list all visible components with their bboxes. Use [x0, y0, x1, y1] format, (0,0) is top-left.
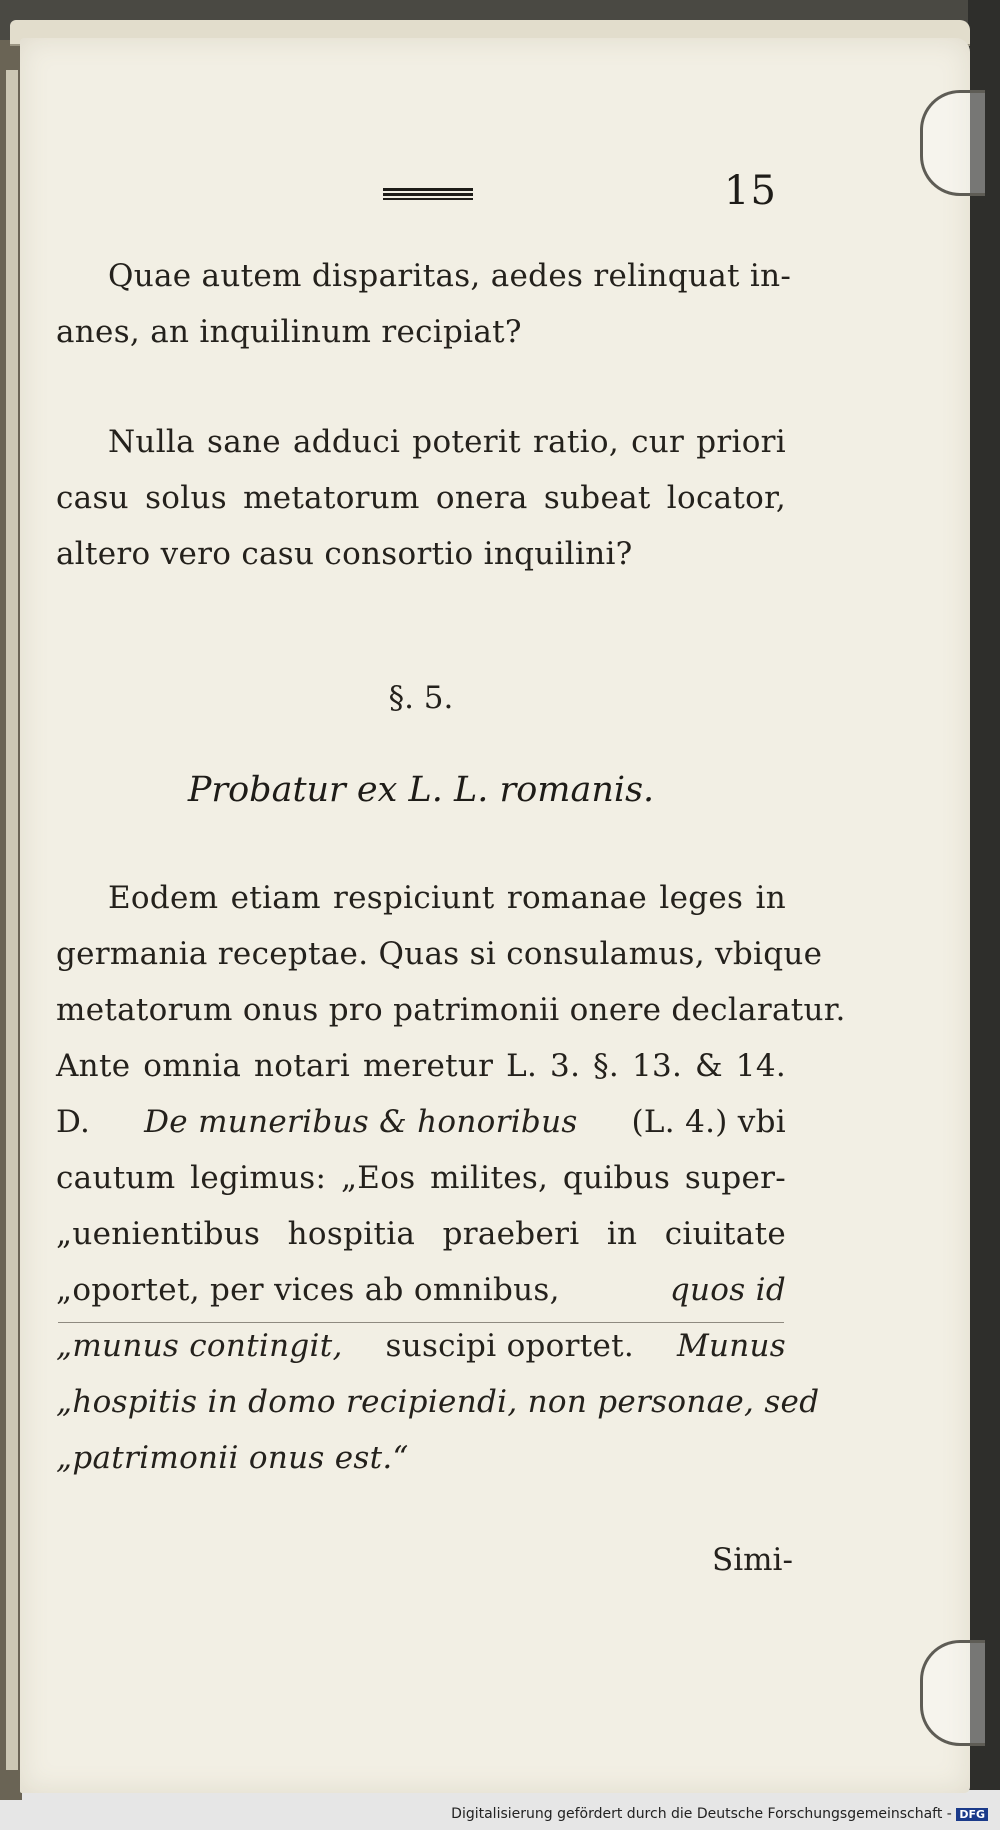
scanner-bed-right: [968, 0, 1000, 1830]
paragraph-3-line-5: [56, 1104, 786, 1140]
dfg-logo: DFG: [956, 1808, 988, 1821]
line-5-end: (L. 4.) vbi: [631, 1104, 786, 1140]
catchword: Simi-: [712, 1542, 793, 1578]
paragraph-3-line-7: „uenientibus hospitia praeberi in ciuitate: [56, 1216, 786, 1252]
paragraph-3-line-3: metatorum onus pro patrimonii onere declaratur.: [56, 992, 846, 1028]
line-9-italic-a: „munus contingit,: [56, 1328, 343, 1364]
line-9-italic-b: Munus: [676, 1328, 786, 1364]
pencil-underline: [58, 1322, 784, 1323]
paragraph-1-line-2: anes, an inquilinum recipiat?: [56, 314, 522, 350]
paragraph-3-line-8: [56, 1272, 786, 1308]
paragraph-2-line-3: altero vero casu consortio inquilini?: [56, 536, 633, 572]
digitization-credit: [451, 1806, 988, 1822]
paragraph-2-line-2: casu solus metatorum onera subeat locator,: [56, 480, 786, 516]
line-8-start: „oportet, per vices ab omnibus,: [56, 1272, 560, 1308]
paragraph-3-line-11: „patrimonii onus est.“: [56, 1440, 409, 1476]
section-number: §. 5.: [388, 680, 454, 716]
page-clip-bottom: [920, 1640, 985, 1746]
page-number: 15: [724, 168, 777, 214]
page-clip-top: [920, 90, 985, 196]
paragraph-3-line-1: Eodem etiam respiciunt romanae leges in: [108, 880, 786, 916]
paragraph-3-line-10: „hospitis in domo recipiendi, non personae, sed: [56, 1384, 820, 1420]
paragraph-3-line-9: [56, 1328, 786, 1364]
paragraph-2-line-1: Nulla sane adduci poterit ratio, cur priori: [108, 424, 786, 460]
header-ornament-rule: [383, 188, 473, 200]
section-heading: Probatur ex L. L. romanis.: [187, 770, 655, 810]
line-5-title: De muneribus & honoribus: [144, 1104, 578, 1140]
credit-text: Digitalisierung gefördert durch die Deutsche Forschungsgemeinschaft -: [451, 1806, 952, 1822]
paragraph-3-line-2: germania receptae. Quas si consulamus, vbique: [56, 936, 823, 972]
paragraph-3-line-4: Ante omnia notari meretur L. 3. §. 13. & 14.: [56, 1048, 786, 1084]
paragraph-3-line-6: cautum legimus: „Eos milites, quibus super-: [56, 1160, 786, 1196]
line-8-italic: quos id: [669, 1272, 786, 1308]
line-9-mid: suscipi oportet.: [385, 1328, 635, 1364]
line-5-start: D.: [56, 1104, 91, 1140]
paragraph-1-line-1: Quae autem disparitas, aedes relinquat in-: [108, 258, 792, 294]
previous-page-edge: [6, 70, 18, 1770]
